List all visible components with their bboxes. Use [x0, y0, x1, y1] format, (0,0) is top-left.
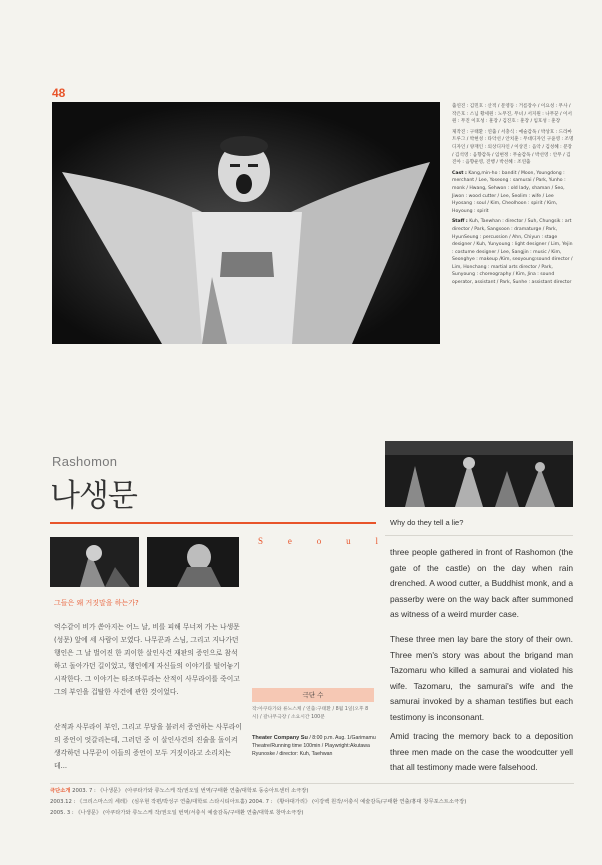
english-body-para-3: Amid tracing the memory back to a deposition three men made on the case the woodcutter yell that all testimony made were falsehood. [390, 731, 573, 772]
main-performance-photo [52, 102, 440, 344]
history-line: 2005. 3 : 《나생문》 (아쿠타가와 류노스케 작/권오일 번역/서충식 예술감독/구태환 연출/대학로 창마소극장) [50, 810, 304, 816]
city-label [258, 536, 378, 546]
red-rule [50, 522, 376, 524]
group-info-english [252, 734, 378, 759]
title-korean: 나생문 [50, 478, 137, 514]
group-info-korean: 작:아쿠타가와 류노스케 / 연출:구태환 / 8월 1일(오후 8시) / 갈나무극장 / 소요시간 100분 [252, 707, 369, 720]
cast-en: Kang,min-ho : bandit / Moon, Youngdong : merchant / Lee, Yoseong : samurai / Park, Yunho : monk / Hwang, Sehwon : old lady, shaman / Seo, Jiwon : wood cutter / Lee, Seolim : wife / Lee Hyosang : soul / Kim, Cheolhoon : spirit / Kim, Hoyoung : spirit [452, 170, 566, 214]
city-letter: e [287, 536, 292, 546]
city-letter: o [316, 536, 322, 546]
history-rule [50, 783, 574, 784]
small-photo-2 [147, 537, 239, 587]
english-body-para-2: These three men lay bare the story of their own. Three men's story was about the brigand man Tazomaru who killed a samurai and violated his wife. Tazomaru, the samurai's wife and the samurai invoked by a shaman testifies but each testimony is inconsonant. [390, 634, 573, 722]
stage-photo-right [385, 441, 573, 507]
group-name-badge: 극단 수 [252, 688, 374, 702]
staff-en: Kuh, Taewhan : director / Suh, Chungsik : art director / Park, Sangsoon : dramaturge / Park, HyunSeung : percussion / Ahn, Chiyun : stage designer / Kuh, Yunyoung : light designer / Lim, Yejin : costume designer / Lee, Sangjin : music / Kim, Seonghye : makeup /Kim, seoyoung:sound director / Lim, Honchang : martial arts director / Park, Sunyoung : choreography / Kim, Jina : sound operator, assistant / Park, Sunhe : assistant director [452, 219, 573, 286]
korean-body-para-1: 억수같이 비가 쏟아지는 어느 날, 비를 피해 무너져 가는 나생문(성문) 앞에 세 사람이 모였다. 나무꾼과 스님, 그리고 지나가던 행인은 그 날 벌어진 한 괴이한 살인사건 재판의 증인으로 참석하고 돌아가던 길이었고, 행인에게 자신들의 이야기를 털어놓기 시작한다. 그 이야기는 타조마루라는 산적이 사무라이를 죽이고 그의 부인을 겁탈한 사건에 관한 것이었다. [54, 623, 240, 696]
group-name-english: Theater Company Su [252, 735, 308, 741]
credits-column [452, 103, 574, 290]
company-history [50, 786, 570, 819]
english-body-para-1: three people gathered in front of Rashomon (the gate of the castle) on the day when rain drenched. A wood cutter, a Buddhist monk, and a passerby were on the way back after summoned as witness of a weird murder case. [390, 547, 573, 619]
history-label: 극단소개 [50, 788, 71, 794]
cast-en-label: Cast : [452, 170, 467, 176]
english-body [390, 632, 573, 725]
english-body [390, 729, 573, 776]
divider-rule [385, 535, 573, 536]
cast-kr: 출연진 : 김민호 : 산적 / 문영동 : 거름장수 / 이요성 : 무사 / 작은호 : 스님 황세원 : 노무진, 무녀 / 서지원 : 나무꾼 / 이서원 : 무진 이호성 : 훈장 / 김진호 : 훈장 / 임호성 : 훈장 [452, 104, 572, 125]
page-number: 48 [52, 86, 66, 100]
history-line: 2003.12 : 《크리스마스의 세레》 (심우현 작편/박성구 연출/대학로 스타시티아트홀) 2004. 7 : 《황야대가리》 (이강백 원작/서충식 예술감독/구태환 연출/홍대 창무포스트소극장) [50, 799, 467, 805]
city-letter: u [346, 536, 351, 546]
title-english: Rashomon [52, 454, 118, 469]
history-line: 2003. 7 : 《나생문》 (아쿠타가와 류노스케 작/권오일 번역/구태환 연출/대학로 동숭아트센터 소극장) [72, 788, 309, 794]
staff-kr: 제작진 : 구태환 : 연출 / 서충식 : 예술감독 / 박상호 : 드라마 트루그 / 박현성 : 타악선 / 안치훈 : 무대디자인 구윤영 : 조명디자인 / 양재인 : 의상디자인 / 이상진 : 음악 / 김성혜 : 분장 / 김석영 : 음향감독 / 임현정 : 무술감독 / 박선영 : 안무 / 김진아 : 음향운영, 진행 / 박선혜 : 조연출 [452, 129, 574, 166]
group-venue-english: / 8:00 p.m. Aug. 1/Garimamu Theatre/Running time 100min / Playwright:Akutawa Ryunoske / director: Kuh, Taehwan [252, 735, 376, 758]
staff-en-label: Staff : [452, 219, 468, 225]
question-english: Why do they tell a lie? [390, 518, 464, 527]
english-body [390, 545, 573, 623]
small-photo-1 [50, 537, 139, 587]
city-letter: l [375, 536, 378, 546]
question-korean: 그들은 왜 거짓말을 하는가? [54, 599, 139, 607]
city-letter: S [258, 536, 264, 546]
korean-body-para-2: 산적과 사무라이 부인, 그리고 무당을 불러서 증언하는 사무라이의 증언이 엇갈리는데, 그러던 중 이 살인사건의 진술을 돌이켜 생각하던 나무꾼이 이들의 증언이 모두 거짓이라고 소리치는데... [54, 723, 242, 770]
